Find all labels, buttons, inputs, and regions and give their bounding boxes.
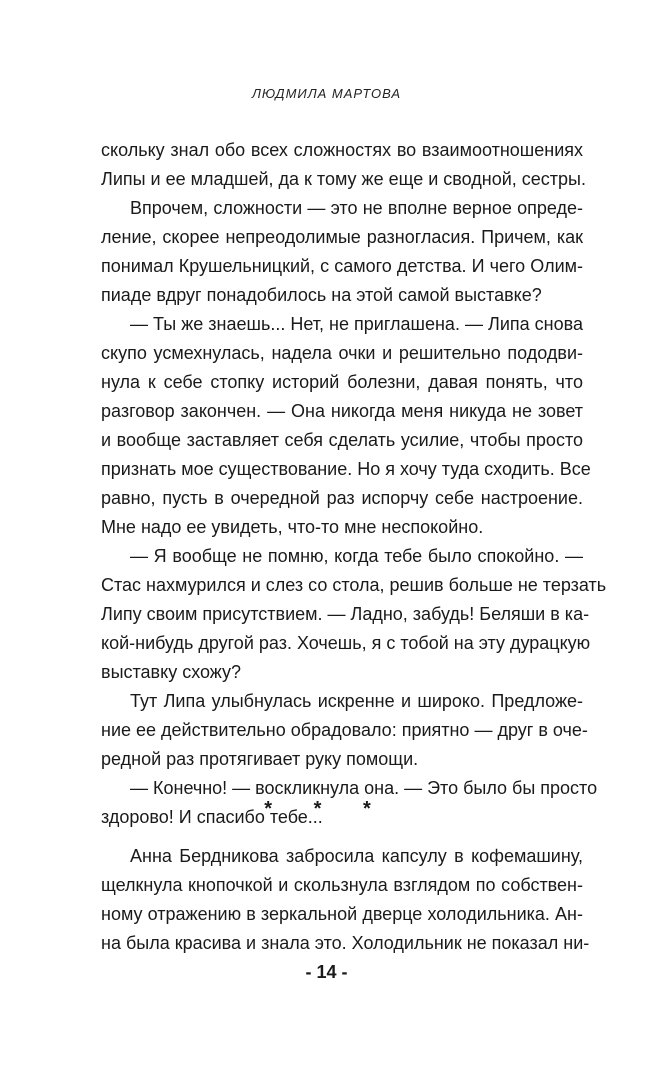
text-line: равно, пусть в очередной раз испорчу себе настроение. <box>101 488 583 508</box>
text-line: скольку знал обо всех сложностях во взаимоотношениях <box>101 140 583 160</box>
text-line: кой-нибудь другой раз. Хочешь, я с тобой на эту дурацкую <box>101 633 591 653</box>
text-line: Анна Бердникова забросила капсулу в кофемашину, <box>130 846 583 866</box>
text-line: — Конечно! — воскликнула она. — Это было бы просто <box>130 778 598 798</box>
text-line: скупо усмехнулась, надела очки и решительно пододви- <box>101 343 583 363</box>
text-line: признать мое существование. Но я хочу туда сходить. Все <box>101 459 591 479</box>
text-line: понимал Крушельницкий, с самого детства. И чего Олим- <box>101 256 583 276</box>
page-number: - 14 - <box>305 962 348 982</box>
running-header: ЛЮДМИЛА МАРТОВА <box>251 86 402 101</box>
text-line: выставку схожу? <box>101 662 242 682</box>
text-section-1 <box>101 136 607 832</box>
text-line: — Ты же знаешь... Нет, не приглашена. — Липа снова <box>130 314 583 334</box>
text-line: ному отражению в зеркальной дверце холодильника. Ан- <box>101 904 583 924</box>
text-line: Тут Липа улыбнулась искренне и широко. Предложе- <box>130 691 583 711</box>
text-line: Стас нахмурился и слез со стола, решив больше не терзать <box>101 575 607 595</box>
text-line: ние ее действительно обрадовало: приятно — друг в оче- <box>101 720 588 740</box>
text-line: Впрочем, сложности — это не вполне верное опреде- <box>130 198 583 218</box>
text-line: Липу своим присутствием. — Ладно, забудь! Беляши в ка- <box>101 604 590 624</box>
text-line: ление, скорее непреодолимые разногласия. Причем, как <box>101 227 583 247</box>
text-line: на была красива и знала это. Холодильник не показал ни- <box>101 933 590 953</box>
text-line: Липы и ее младшей, да к тому же еще и сводной, сестры. <box>101 169 586 189</box>
text-line: редной раз протягивает руку помощи. <box>101 749 419 769</box>
text-line: здорово! И спасибо тебе... <box>101 807 323 827</box>
section-separator: * * * <box>264 798 389 820</box>
text-line: Мне надо ее увидеть, что-то мне неспокойно. <box>101 517 484 537</box>
text-section-2 <box>101 842 590 958</box>
text-line: щелкнула кнопочкой и скользнула взглядом по собствен- <box>101 875 583 895</box>
text-line: пиаде вдруг понадобилось на этой самой выставке? <box>101 285 542 305</box>
text-line: — Я вообще не помню, когда тебе было спокойно. — <box>130 546 583 566</box>
text-line: разговор закончен. — Она никогда меня никуда не зовет <box>101 401 583 421</box>
text-line: и вообще заставляет себя сделать усилие, чтобы просто <box>101 430 583 450</box>
text-line: нула к себе стопку историй болезни, давая понять, что <box>101 372 583 392</box>
